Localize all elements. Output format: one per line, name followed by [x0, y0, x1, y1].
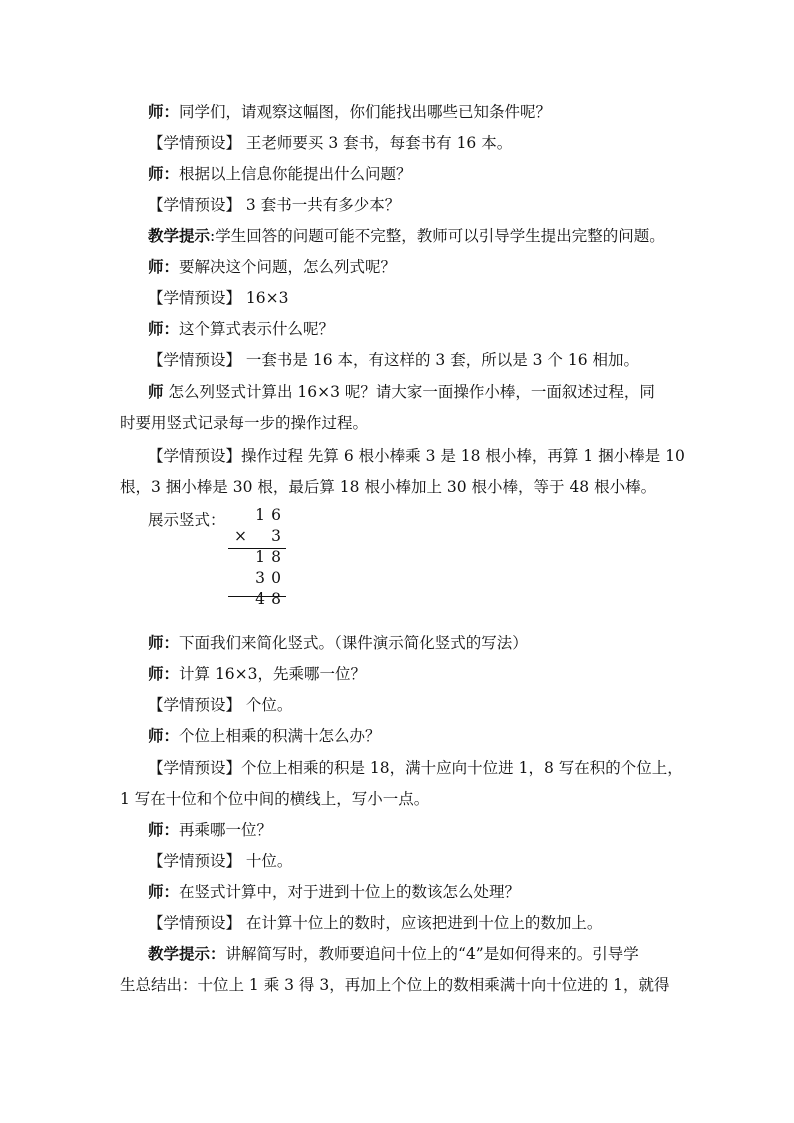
calc-digit: 3 [271, 527, 281, 545]
paragraph-line [148, 350, 639, 370]
paragraph-line [148, 319, 334, 339]
line-text: 【学情预设】 在计算十位上的数时，应该把进到十位上的数加上。 [148, 914, 603, 932]
calc-digit: 4 [255, 590, 265, 608]
line-text: 个位上相乘的积满十怎么办？ [179, 727, 381, 745]
line-text: 时要用竖式记录每一步的操作过程。 [120, 414, 369, 432]
speaker-label: 师： [148, 258, 180, 276]
line-text: 1 写在十位和个位中间的横线上，写小一点。 [120, 790, 430, 808]
line-text: 怎么列竖式计算出 16×3 呢？请大家一面操作小棒，一面叙述过程，同 [163, 383, 655, 401]
calc-row [228, 590, 288, 611]
calc-rule-line [228, 548, 286, 549]
paragraph-line [148, 446, 685, 466]
calc-digit: 3 [255, 569, 265, 587]
paragraph-line [148, 664, 366, 684]
calc-rule-line [228, 596, 286, 597]
calc-row [228, 569, 288, 590]
paragraph-line [148, 944, 639, 964]
speaker-label: 师： [148, 821, 180, 839]
speaker-label: 师： [148, 665, 180, 683]
line-text: 【学情预设】 十位。 [148, 852, 293, 870]
line-text: 再乘哪一位？ [179, 821, 273, 839]
line-text: 同学们，请观察这幅图，你们能找出哪些已知条件呢？ [179, 103, 552, 121]
calc-digit: 8 [271, 590, 281, 608]
line-text: 【学情预设】操作过程 先算 6 根小棒乘 3 是 18 根小棒，再算 1 捆小棒是 10 [148, 447, 685, 465]
calc-row [228, 527, 288, 548]
speaker-label: 师： [148, 320, 180, 338]
teaching-tip-label: 教学提示 [148, 227, 211, 245]
line-text: :学生回答的问题可能不完整，教师可以引导学生提出完整的问题。 [210, 227, 665, 245]
line-text: 这个算式表示什么呢？ [179, 320, 335, 338]
line-text: 生总结出：十位上 1 乘 3 得 3，再加上个位上的数相乘满十向十位进的 1，就得 [120, 976, 670, 994]
paragraph-line [148, 102, 551, 122]
line-text: 要解决这个问题，怎么列式呢？ [179, 258, 397, 276]
speaker-label: 师： [148, 727, 180, 745]
speaker-label: 师： [148, 103, 180, 121]
line-text: 在竖式计算中，对于进到十位上的数该怎么处理？ [179, 883, 521, 901]
line-text: 根，3 捆小棒是 30 根，最后算 18 根小棒加上 30 根小棒，等于 48 根小棒。 [120, 478, 657, 496]
paragraph-line [148, 913, 602, 933]
calc-digit: 6 [271, 506, 281, 524]
speaker-label: 师 [148, 383, 164, 401]
calc-digit: 8 [271, 548, 281, 566]
paragraph-line [148, 820, 272, 840]
line-text: 【学情预设】 16×3 [148, 289, 289, 307]
paragraph-line [148, 851, 292, 871]
paragraph-line [148, 758, 683, 778]
multiply-sign: × [234, 527, 247, 545]
speaker-label: 师： [148, 165, 180, 183]
line-text: 讲解简写时，教师要追问十位上的“4”是如何得来的。引导学 [225, 945, 639, 963]
calc-digit: 1 [255, 548, 265, 566]
calc-row [228, 506, 288, 527]
paragraph-line [148, 257, 396, 277]
paragraph-line [148, 726, 381, 746]
teaching-tip-label: 教学提示： [148, 945, 226, 963]
line-text: 【学情预设】 3 套书一共有多少本？ [148, 196, 401, 214]
line-text: 下面我们来简化竖式。（课件演示简化竖式的写法） [179, 634, 528, 652]
paragraph-line [120, 975, 670, 995]
paragraph-line [120, 477, 656, 497]
line-text: 【学情预设】个位上相乘的积是 18，满十应向十位进 1，8 写在积的个位上， [148, 759, 683, 777]
line-text: 【学情预设】 个位。 [148, 696, 293, 714]
calc-digit: 1 [255, 506, 265, 524]
paragraph-line [148, 382, 655, 402]
calc-row [228, 548, 288, 569]
speaker-label: 师： [148, 883, 180, 901]
paragraph-line [148, 164, 412, 184]
paragraph-line [120, 789, 429, 809]
line-text: 【学情预设】 王老师要买 3 套书，每套书有 16 本。 [148, 134, 513, 152]
paragraph-line [148, 633, 528, 653]
paragraph-line [148, 133, 512, 153]
paragraph-line [148, 226, 665, 246]
line-text: 根据以上信息你能提出什么问题？ [179, 165, 412, 183]
paragraph-line [120, 413, 368, 433]
speaker-label: 师： [148, 634, 180, 652]
calc-digit: 0 [271, 569, 281, 587]
vertical-calc-label: 展示竖式： [148, 511, 226, 529]
paragraph-line [148, 288, 289, 308]
paragraph-line [148, 195, 400, 215]
paragraph-line [148, 695, 292, 715]
line-text: 计算 16×3，先乘哪一位？ [179, 665, 367, 683]
paragraph-line [148, 882, 520, 902]
line-text: 【学情预设】 一套书是 16 本，有这样的 3 套，所以是 3 个 16 相加。 [148, 351, 640, 369]
